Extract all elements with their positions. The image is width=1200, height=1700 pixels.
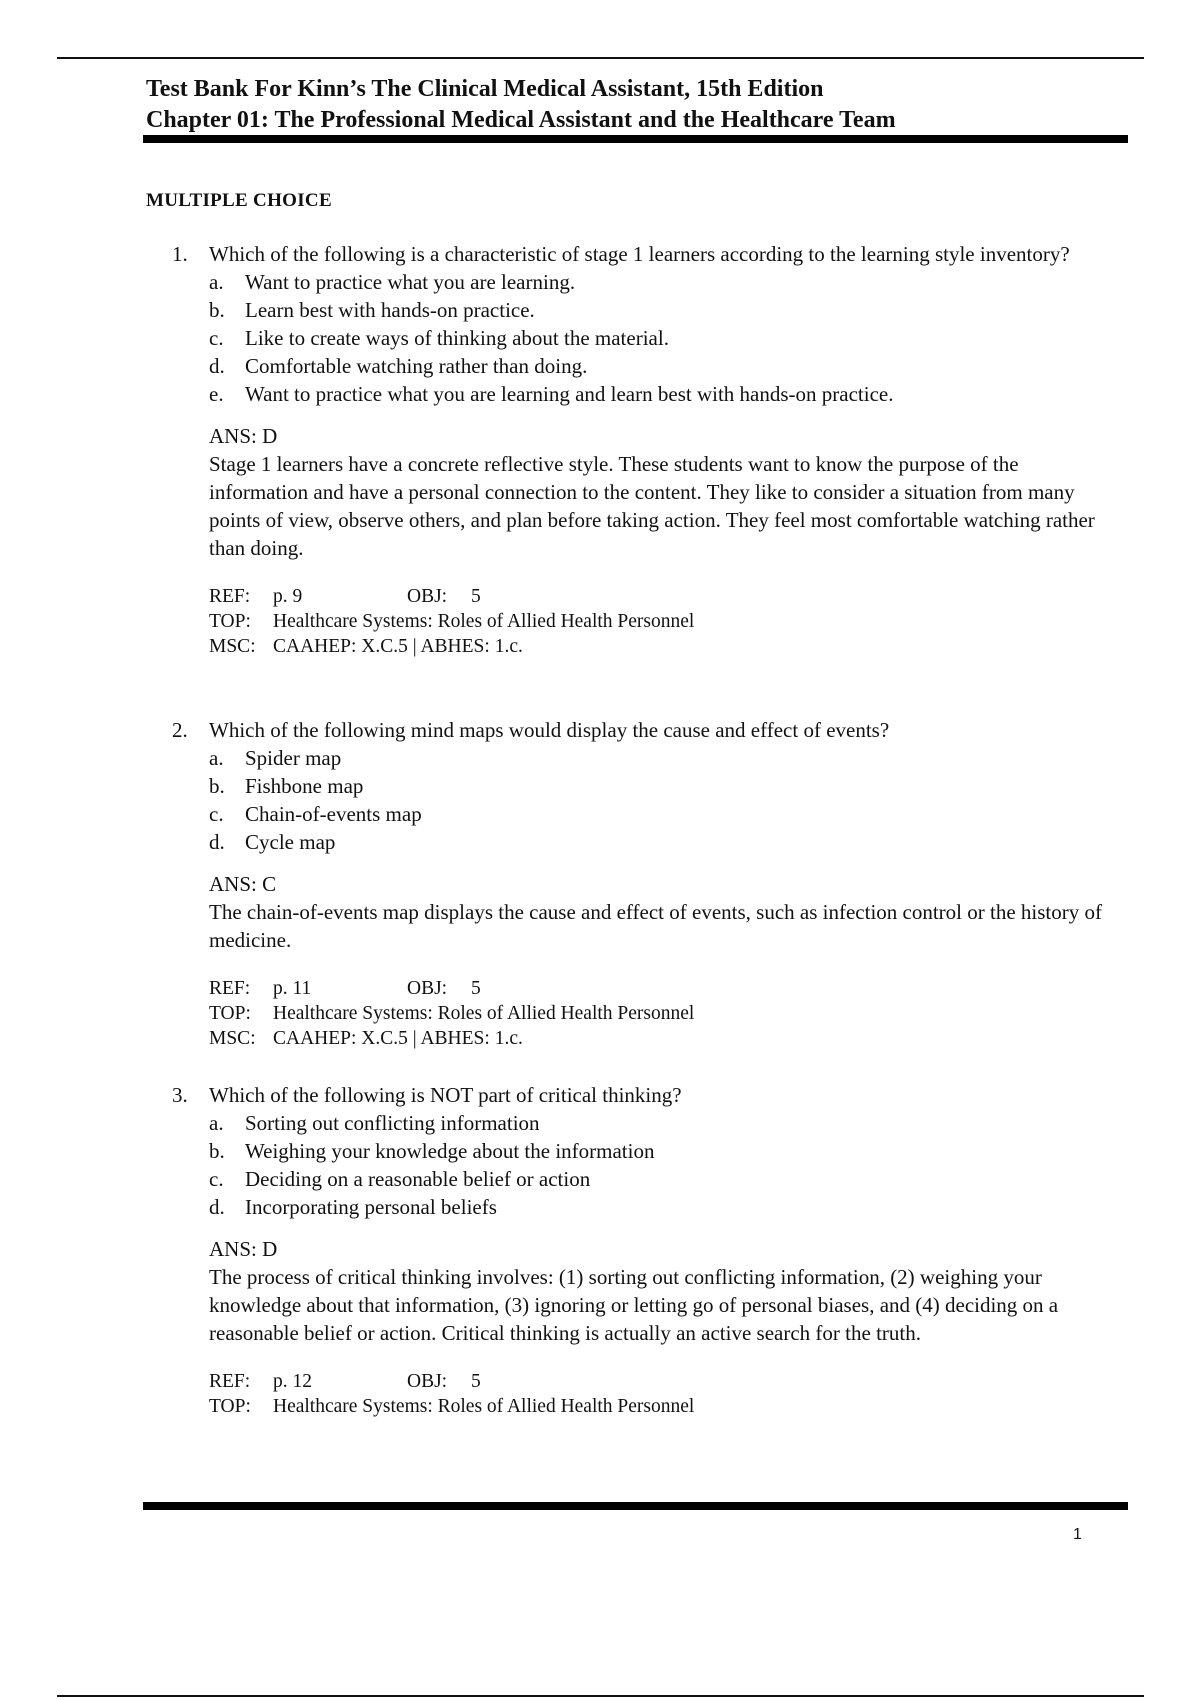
options-list <box>209 1109 1122 1221</box>
question-number: 2. <box>172 718 188 742</box>
bottom-page-border <box>57 1695 1144 1697</box>
ref-value: p. 9 <box>273 586 303 607</box>
page-number: 1 <box>1073 1526 1082 1543</box>
option-text: Chain-of-events map <box>245 802 422 826</box>
msc-label: MSC: <box>209 1028 256 1049</box>
option <box>209 744 1122 772</box>
option-text: Want to practice what you are learning and learn best with hands-on practice. <box>245 382 894 406</box>
question-metadata <box>209 1369 1122 1419</box>
header-rule <box>143 135 1128 143</box>
question-metadata <box>209 584 1122 659</box>
msc-value: CAAHEP: X.C.5 | ABHES: 1.c. <box>273 1028 523 1049</box>
top-label: TOP: <box>209 1396 251 1417</box>
rationale: The process of critical thinking involves: (1) sorting out conflicting information, (2) weighing your knowledge about that information, (3) ignoring or letting go of personal biases, and (4) deciding on a reasonable belief or action. Critical thinking is actually an active search for the truth. <box>209 1265 1059 1345</box>
top-label: TOP: <box>209 1003 251 1024</box>
option <box>209 380 1122 408</box>
obj-label: OBJ: <box>407 1371 448 1392</box>
rationale: Stage 1 learners have a concrete reflective style. These students want to know the purpose of the information and have a personal connection to the content. They like to consider a situation from many points of view, observe others, and plan before taking action. They feel most comfortable watching rather than doing. <box>209 452 1095 560</box>
answer-block <box>209 422 1122 562</box>
section-heading: MULTIPLE CHOICE <box>146 190 332 211</box>
document-title: Test Bank For Kinn’s The Clinical Medical Assistant, 15th Edition <box>146 76 824 102</box>
answer-block <box>209 870 1122 954</box>
obj-value: 5 <box>471 586 481 607</box>
top-value: Healthcare Systems: Roles of Allied Health Personnel <box>273 1003 695 1024</box>
answer-key: ANS: D <box>209 1237 278 1261</box>
ref-label: REF: <box>209 978 251 999</box>
obj-label: OBJ: <box>407 978 448 999</box>
question-metadata <box>209 976 1122 1051</box>
question-text: Which of the following is a characteristic of stage 1 learners according to the learning style inventory? <box>209 242 1070 266</box>
question-2 <box>172 716 1122 1051</box>
question-text: Which of the following is NOT part of critical thinking? <box>209 1083 682 1107</box>
question-1 <box>172 240 1122 659</box>
option <box>209 1109 1122 1137</box>
ref-value: p. 11 <box>273 978 312 999</box>
option-text: Spider map <box>245 746 342 770</box>
option-text: Like to create ways of thinking about the material. <box>245 326 669 350</box>
option <box>209 352 1122 380</box>
option-text: Deciding on a reasonable belief or action <box>245 1167 591 1191</box>
option-text: Sorting out conflicting information <box>245 1111 540 1135</box>
top-page-border <box>57 57 1144 59</box>
obj-value: 5 <box>471 978 481 999</box>
ref-value: p. 12 <box>273 1371 312 1392</box>
option <box>209 828 1122 856</box>
top-value: Healthcare Systems: Roles of Allied Health Personnel <box>273 611 695 632</box>
rationale: The chain-of-events map displays the cause and effect of events, such as infection control or the history of medicine. <box>209 900 1102 952</box>
question-text: Which of the following mind maps would display the cause and effect of events? <box>209 718 890 742</box>
option-letter: e. <box>209 382 224 406</box>
option <box>209 296 1122 324</box>
option-letter: a. <box>209 1111 224 1135</box>
ref-label: REF: <box>209 586 251 607</box>
option-letter: c. <box>209 802 224 826</box>
option-letter: a. <box>209 746 224 770</box>
option-letter: a. <box>209 270 224 294</box>
top-value: Healthcare Systems: Roles of Allied Health Personnel <box>273 1396 695 1417</box>
option <box>209 324 1122 352</box>
option <box>209 1193 1122 1221</box>
answer-key: ANS: D <box>209 424 278 448</box>
option-text: Weighing your knowledge about the information <box>245 1139 655 1163</box>
option-letter: c. <box>209 1167 224 1191</box>
question-number: 3. <box>172 1083 188 1107</box>
obj-label: OBJ: <box>407 586 448 607</box>
option-letter: b. <box>209 1139 225 1163</box>
msc-value: CAAHEP: X.C.5 | ABHES: 1.c. <box>273 636 523 657</box>
option <box>209 800 1122 828</box>
option-text: Want to practice what you are learning. <box>245 270 576 294</box>
option-text: Comfortable watching rather than doing. <box>245 354 588 378</box>
ref-label: REF: <box>209 1371 251 1392</box>
option-letter: d. <box>209 1195 225 1219</box>
answer-block <box>209 1235 1122 1347</box>
option-letter: b. <box>209 774 225 798</box>
options-list <box>209 268 1122 408</box>
obj-value: 5 <box>471 1371 481 1392</box>
answer-key: ANS: C <box>209 872 277 896</box>
option-letter: b. <box>209 298 225 322</box>
top-label: TOP: <box>209 611 251 632</box>
footer-rule <box>143 1502 1128 1510</box>
option-text: Fishbone map <box>245 774 364 798</box>
option-letter: d. <box>209 830 225 854</box>
option <box>209 268 1122 296</box>
options-list <box>209 744 1122 856</box>
option-text: Learn best with hands-on practice. <box>245 298 535 322</box>
question-number: 1. <box>172 242 188 266</box>
document-header <box>146 74 1126 136</box>
option <box>209 1165 1122 1193</box>
option-text: Incorporating personal beliefs <box>245 1195 497 1219</box>
option-letter: d. <box>209 354 225 378</box>
option-text: Cycle map <box>245 830 336 854</box>
question-3 <box>172 1081 1122 1419</box>
option-letter: c. <box>209 326 224 350</box>
option <box>209 772 1122 800</box>
msc-label: MSC: <box>209 636 256 657</box>
chapter-title: Chapter 01: The Professional Medical Assistant and the Healthcare Team <box>146 107 896 133</box>
option <box>209 1137 1122 1165</box>
